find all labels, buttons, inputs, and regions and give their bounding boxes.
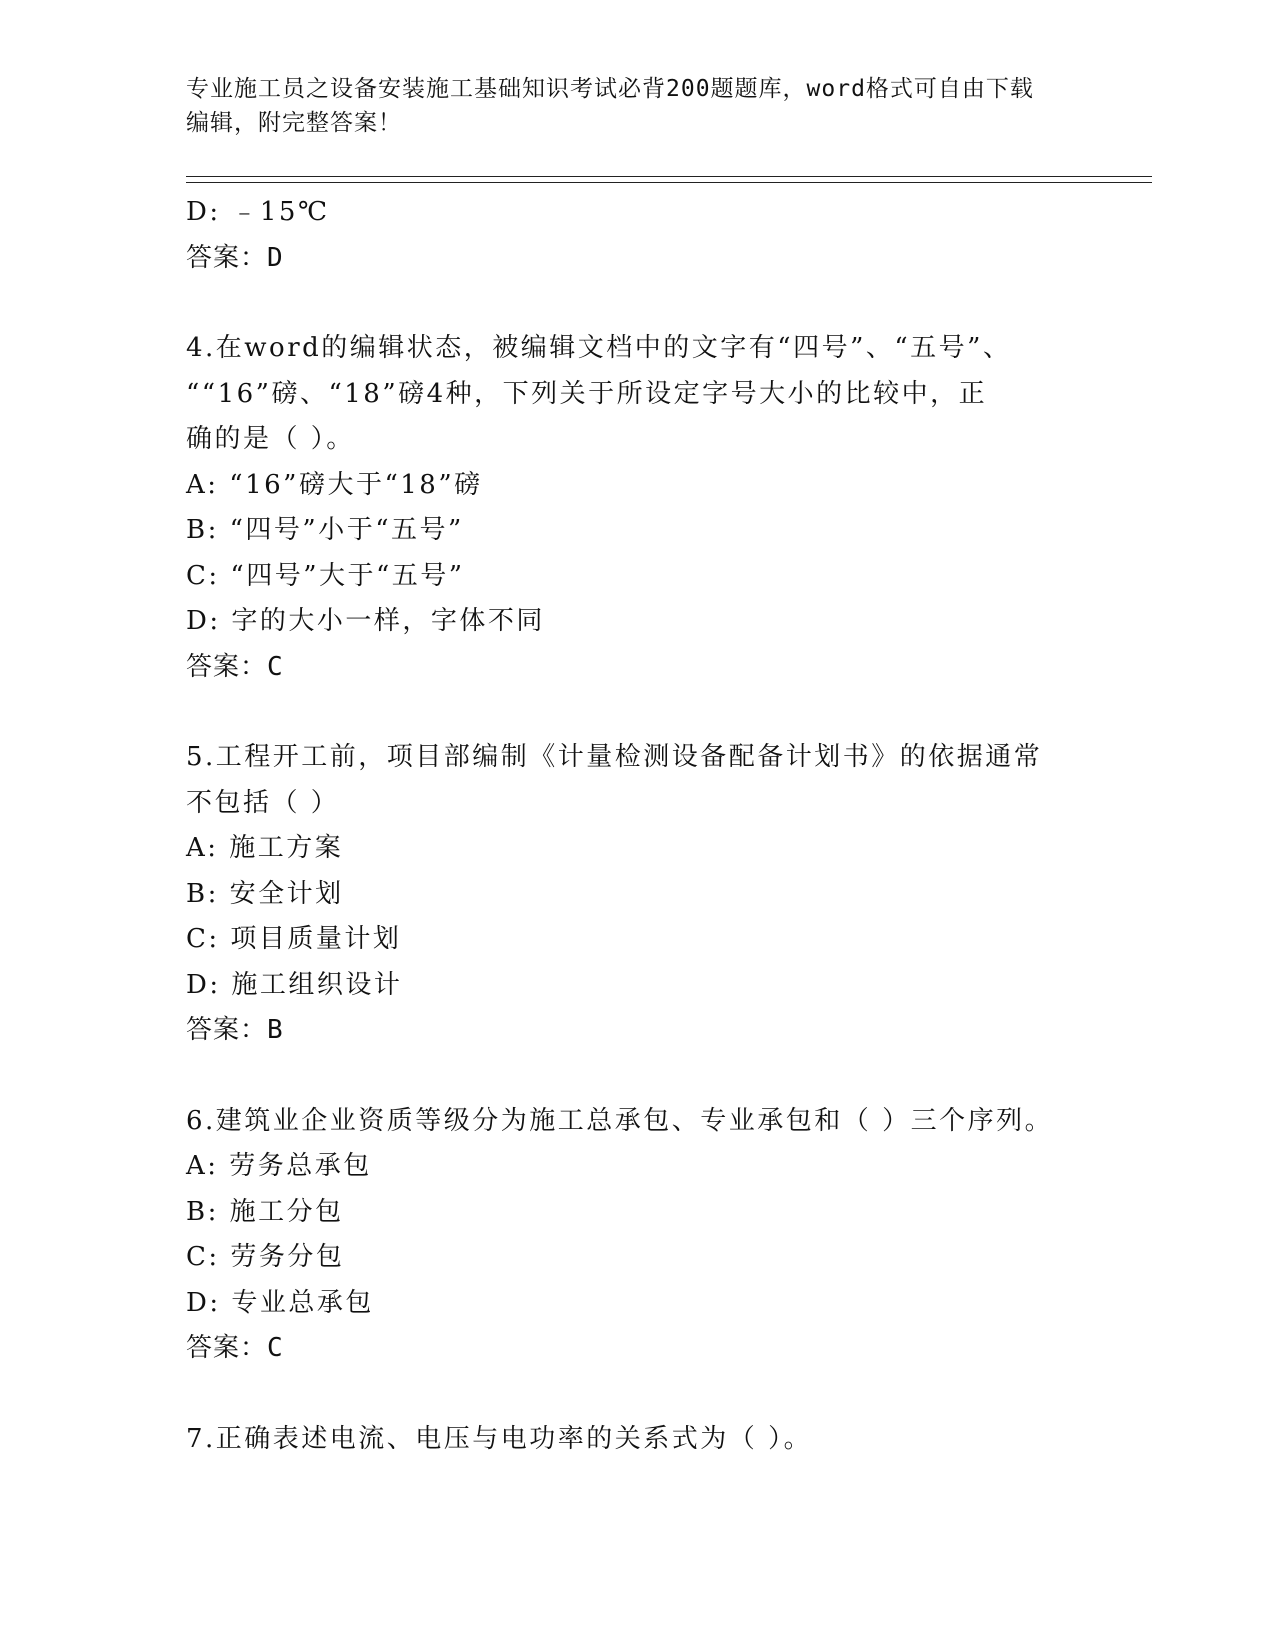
option-a: A: 劳务总承包 [186, 1151, 372, 1181]
previous-question-tail [186, 190, 1066, 281]
question-stem: 4.在word的编辑状态，被编辑文档中的文字有“四号”、“五号”、 [186, 333, 1012, 363]
option-b: B: “四号”小于“五号” [186, 515, 464, 545]
answer-line: 答案：D [186, 242, 284, 273]
spacer [186, 281, 1066, 326]
answer-line: 答案：B [186, 1015, 284, 1045]
document-body [186, 190, 1066, 1462]
spacer [186, 1372, 1066, 1417]
option-c: C: 劳务分包 [186, 1242, 345, 1272]
header-divider-top [186, 176, 1152, 177]
option-c: C: “四号”大于“五号” [186, 560, 465, 591]
question-stem: 5.工程开工前，项目部编制《计量检测设备配备计划书》的依据通常 [186, 742, 1043, 772]
option-c: C: 项目质量计划 [186, 924, 402, 954]
option-a: A: “16”磅大于“18”磅 [186, 469, 483, 500]
question-stem: 不包括（ ） [186, 787, 340, 818]
header-divider-bottom [186, 182, 1152, 183]
question-stem: 7.正确表述电流、电压与电功率的关系式为（ ）。 [186, 1423, 813, 1454]
question-5 [186, 735, 1066, 1054]
option-d: D: ﹣15℃ [186, 197, 330, 227]
question-stem: 6.建筑业企业资质等级分为施工总承包、专业承包和（ ）三个序列。 [186, 1105, 1054, 1136]
header-title-line-2: 编辑，附完整答案！ [186, 110, 402, 136]
question-4 [186, 326, 1066, 690]
option-d: D: 施工组织设计 [186, 969, 403, 1000]
document-header [186, 72, 1066, 140]
option-d: D: 字的大小一样，字体不同 [186, 606, 545, 636]
answer-line: 答案：C [186, 651, 284, 682]
answer-line: 答案：C [186, 1333, 284, 1363]
spacer [186, 1054, 1066, 1099]
option-b: B: 安全计划 [186, 878, 344, 909]
question-stem: ““16”磅、“18”磅4种，下列关于所设定字号大小的比较中，正 [186, 378, 988, 409]
spacer [186, 690, 1066, 735]
option-b: B: 施工分包 [186, 1196, 344, 1227]
question-stem: 确的是（ ）。 [186, 424, 355, 454]
header-title-line-1: 专业施工员之设备安装施工基础知识考试必背200题题库，word格式可自由下载 [186, 76, 1034, 102]
option-d: D: 专业总承包 [186, 1287, 374, 1318]
question-7 [186, 1417, 1066, 1463]
option-a: A: 施工方案 [186, 833, 344, 863]
question-6 [186, 1099, 1066, 1372]
